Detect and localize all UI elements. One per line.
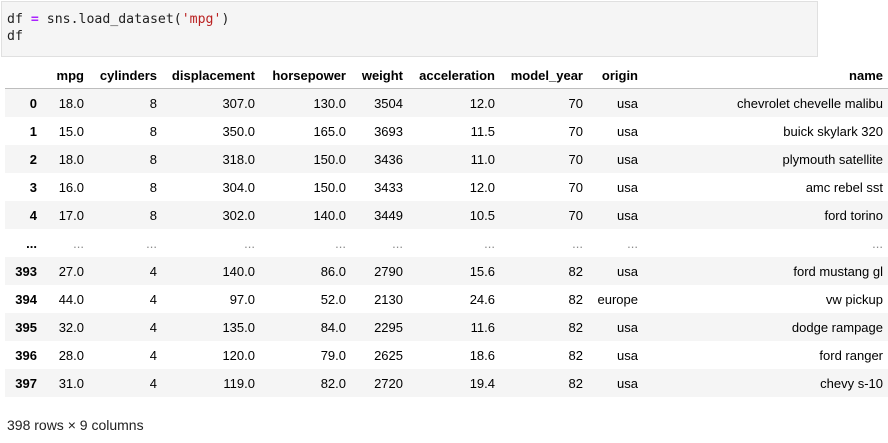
cell-mpg: 44.0 [58,291,84,307]
code-string-arg: 'mpg' [181,12,222,27]
cell-horsepower: ... [335,235,346,251]
cell-model-year: 70 [568,95,583,111]
row-index: 397 [15,375,37,391]
column-header-displacement: displacement [162,62,260,89]
row-index: 396 [15,347,37,363]
cell-mpg: 16.0 [58,179,84,195]
cell-horsepower: 79.0 [320,347,346,363]
table-row [5,117,888,145]
cell-acceleration: 11.6 [470,319,495,335]
cell-model-year: 70 [568,123,583,139]
cell-cylinders: 8 [149,179,157,195]
cell-name: dodge rampage [791,319,883,335]
table-row [5,145,888,173]
cell-acceleration: 19.4 [469,375,495,391]
cell-mpg: 17.0 [58,207,84,223]
cell-displacement: 350.0 [222,123,255,139]
cell-origin: usa [617,263,638,279]
cell-displacement: 97.0 [229,291,255,307]
cell-horsepower: 140.0 [313,207,346,223]
table-row [5,341,888,369]
table-row [5,257,888,285]
cell-model-year: 70 [568,207,583,223]
cell-horsepower: 52.0 [320,291,346,307]
cell-name: amc rebel sst [805,179,883,195]
cell-cylinders: ... [146,235,157,251]
cell-cylinders: 8 [149,123,157,139]
code-assign-operator: = [30,12,39,27]
cell-weight: 3449 [374,207,403,223]
cell-origin: usa [617,123,638,139]
cell-name: ford ranger [819,347,883,363]
cell-acceleration: 18.6 [469,347,495,363]
row-index: 4 [29,207,37,223]
cell-horsepower: 84.0 [320,319,346,335]
cell-weight: ... [392,235,403,251]
row-index: 393 [15,263,37,279]
cell-weight: 2625 [374,347,403,363]
cell-weight: 3436 [374,151,403,167]
cell-cylinders: 4 [149,347,157,363]
cell-weight: 3693 [374,123,403,139]
cell-model-year: 70 [568,151,583,167]
cell-name: ford torino [824,207,883,223]
cell-cylinders: 4 [149,291,157,307]
cell-horsepower: 86.0 [320,263,346,279]
row-index: 0 [29,95,37,111]
cell-cylinders: 4 [149,375,157,391]
cell-name: ford mustang gl [793,263,883,279]
column-header-cylinders: cylinders [89,62,162,89]
cell-model-year: 82 [568,347,583,363]
cell-mpg: 32.0 [58,319,84,335]
table-body [5,89,888,398]
cell-mpg: 18.0 [58,151,84,167]
row-index: 3 [29,179,37,195]
cell-origin: usa [617,179,638,195]
header-row [5,62,888,89]
table-header [5,62,888,89]
column-header-origin: origin [588,62,643,89]
column-header-weight: weight [351,62,408,89]
cell-origin: usa [617,207,638,223]
cell-weight: 3433 [374,179,403,195]
cell-displacement: 119.0 [223,375,255,391]
dataframe-table [5,62,888,397]
cell-weight: 2720 [374,375,403,391]
cell-model-year: ... [572,235,583,251]
cell-displacement: 140.0 [222,263,255,279]
cell-model-year: 82 [568,375,583,391]
column-header-index [5,62,42,89]
table-row [5,229,888,257]
cell-model-year: 82 [568,291,583,307]
code-close-paren: ) [221,12,230,27]
column-header-acceleration: acceleration [408,62,500,89]
cell-origin: usa [617,95,638,111]
cell-displacement: 135.0 [222,319,255,335]
column-header-name: name [643,62,888,89]
cell-acceleration: 10.5 [469,207,495,223]
cell-acceleration: 12.0 [469,179,495,195]
cell-mpg: 28.0 [58,347,84,363]
table-row [5,173,888,201]
cell-displacement: ... [244,235,255,251]
table-row [5,201,888,229]
code-cell[interactable] [1,1,818,57]
cell-displacement: 304.0 [222,179,255,195]
code-line-2: df [7,29,23,44]
cell-name: ... [872,235,883,251]
cell-acceleration: ... [484,235,495,251]
row-index: 1 [29,123,37,139]
cell-horsepower: 82.0 [320,375,346,391]
cell-displacement: 318.0 [222,151,255,167]
cell-cylinders: 4 [149,319,157,335]
cell-displacement: 307.0 [222,95,255,111]
cell-acceleration: 12.0 [469,95,495,111]
cell-mpg: 31.0 [58,375,84,391]
table-row [5,285,888,313]
table-row [5,313,888,341]
cell-weight: 2790 [374,263,403,279]
cell-horsepower: 130.0 [313,95,346,111]
cell-weight: 3504 [374,95,403,111]
row-index: ... [26,235,37,251]
column-header-model-year: model_year [500,62,588,89]
cell-origin: usa [617,151,638,167]
cell-acceleration: 15.6 [469,263,495,279]
cell-acceleration: 11.5 [470,123,495,139]
cell-horsepower: 165.0 [313,123,346,139]
cell-weight: 2295 [374,319,403,335]
cell-displacement: 302.0 [222,207,255,223]
cell-model-year: 82 [568,263,583,279]
cell-name: vw pickup [825,291,883,307]
cell-name: plymouth satellite [782,151,883,167]
table-row [5,89,888,118]
shape-note: 398 rows × 9 columns [7,417,144,433]
cell-origin: europe [597,291,638,307]
row-index: 395 [15,319,37,335]
cell-origin: usa [617,347,638,363]
table-row [5,369,888,397]
row-index: 2 [29,151,37,167]
cell-name: chevy s-10 [820,375,883,391]
cell-horsepower: 150.0 [313,151,346,167]
cell-acceleration: 11.0 [470,151,495,167]
cell-cylinders: 8 [149,207,157,223]
cell-horsepower: 150.0 [313,179,346,195]
cell-weight: 2130 [374,291,403,307]
cell-displacement: 120.0 [222,347,255,363]
cell-cylinders: 8 [149,151,157,167]
cell-model-year: 82 [568,319,583,335]
column-header-mpg: mpg [42,62,89,89]
cell-mpg: 27.0 [58,263,84,279]
cell-mpg: ... [73,235,84,251]
code-var: df [7,12,23,27]
cell-origin: usa [617,375,638,391]
row-index: 394 [15,291,37,307]
cell-mpg: 18.0 [58,95,84,111]
cell-cylinders: 4 [149,263,157,279]
cell-origin: ... [627,235,638,251]
column-header-horsepower: horsepower [260,62,351,89]
cell-name: chevrolet chevelle malibu [737,95,883,111]
cell-cylinders: 8 [149,95,157,111]
code-call: sns.load_dataset( [46,12,182,27]
cell-model-year: 70 [568,179,583,195]
cell-acceleration: 24.6 [469,291,495,307]
cell-mpg: 15.0 [58,123,84,139]
cell-origin: usa [617,319,638,335]
cell-name: buick skylark 320 [783,123,883,139]
